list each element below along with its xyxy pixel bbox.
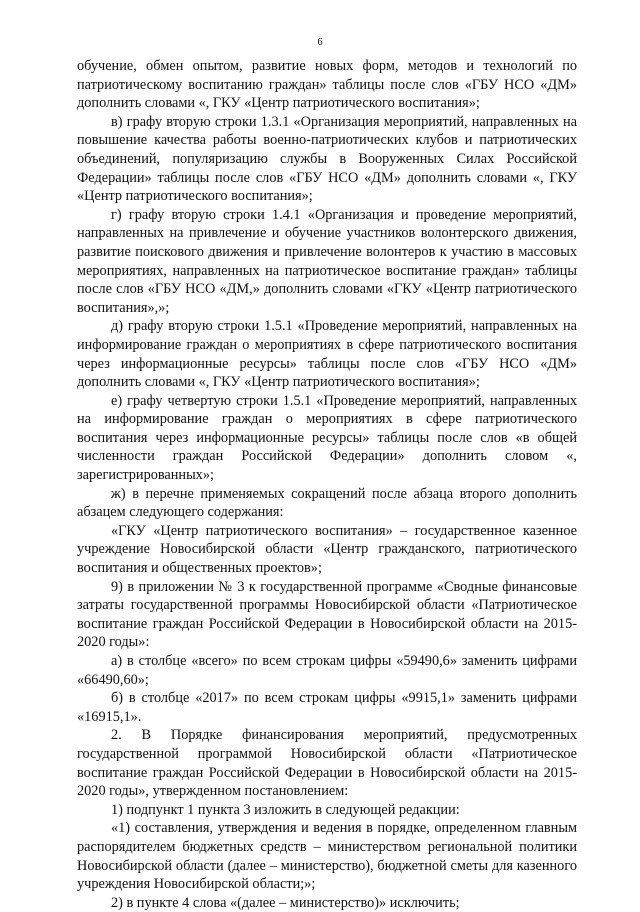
paragraph-continuation: обучение, обмен опытом, развитие новых форм, методов и технологий по патриотическому воспитанию граждан» таблицы после слов «ГБУ НСО «ДМ» дополнить словами «, ГКУ «Центр патриотического воспитания»; (77, 58, 577, 112)
paragraph-item-v: в) графу вторую строки 1.3.1 «Организация мероприятий, направленных на повышение качества работы военно-патриотических клубов и патриотических объединений, популяризацию службы в Вооруженных Силах Российской Федерации» таблицы после слов «ГБУ НСО «ДМ» дополнить словами «, ГКУ «Центр патриотического воспитания»; (77, 113, 577, 205)
paragraph-item-d: д) графу вторую строки 1.5.1 «Проведение мероприятий, направленных на информирование граждан о мероприятиях в сфере патриотического воспитания через информационные ресурсы» таблицы после слов «ГБУ НСО «ДМ» дополнить словами «, ГКУ «Центр патриотического воспитания»; (77, 318, 577, 391)
paragraph-section-2: 2. В Порядке финансирования мероприятий, предусмотренных государственной программой Новосибирской области «Патриотическое воспитание граждан Российской Федерации в Новосибирской области на 2015-2020 годы», утвержденном постановлением: (77, 727, 577, 800)
document-body (77, 57, 577, 912)
paragraph-quoted-redaction: «1) составления, утверждения и ведения в порядке, определенном главным распорядителем бюджетных средств – министерством региональной политики Новосибирской области (далее – министерство), бюджетной сметы для казенного учреждения Новосибирской области;»; (77, 820, 577, 893)
paragraph-item-e: е) графу четвертую строки 1.5.1 «Проведение мероприятий, направленных на информирование граждан о мероприятиях в сфере патриотического воспитания через информационные ресурсы» таблицы после слов «в общей численности граждан Российской Федерации» дополнить словом «, зарегистрированных»; (77, 392, 577, 484)
paragraph-item-g: г) графу вторую строки 1.4.1 «Организация и проведение мероприятий, направленных на привлечение и обучение участников волонтерского движения, развитие поискового движения и привлечение волонтеров к участию в массовых мероприятиях, направленных на патриотическое воспитание граждан» таблицы после слов «ГБУ НСО «ДМ,» дополнить словами «ГКУ «Центр патриотического воспитания»,»; (77, 206, 577, 316)
paragraph-item-zh: ж) в перечне применяемых сокращений после абзаца второго дополнить абзацем следующего содержания: (77, 485, 577, 521)
paragraph-subitem-1: 1) подпункт 1 пункта 3 изложить в следующей редакции: (111, 801, 460, 818)
paragraph-subitem-2: 2) в пункте 4 слова «(далее – министерство)» исключить; (111, 894, 460, 911)
paragraph-item-a: а) в столбце «всего» по всем строкам цифры «59490,6» заменить цифрами «66490,60»; (77, 653, 577, 688)
paragraph-item-9: 9) в приложении № 3 к государственной программе «Сводные финансовые затраты государственной программы Новосибирской области «Патриотическое воспитание граждан Российской Федерации в Новосибирской области на 2015-2020 годы»: (77, 578, 577, 651)
paragraph-abbreviation: «ГКУ «Центр патриотического воспитания» – государственное казенное учреждение Новосибирской области «Центр гражданского, патриотического воспитания и общественных проектов»; (77, 522, 577, 577)
paragraph-item-b: б) в столбце «2017» по всем строкам цифры «9915,1» заменить цифрами «16915,1». (77, 690, 577, 725)
page-number: 6 (317, 37, 323, 48)
